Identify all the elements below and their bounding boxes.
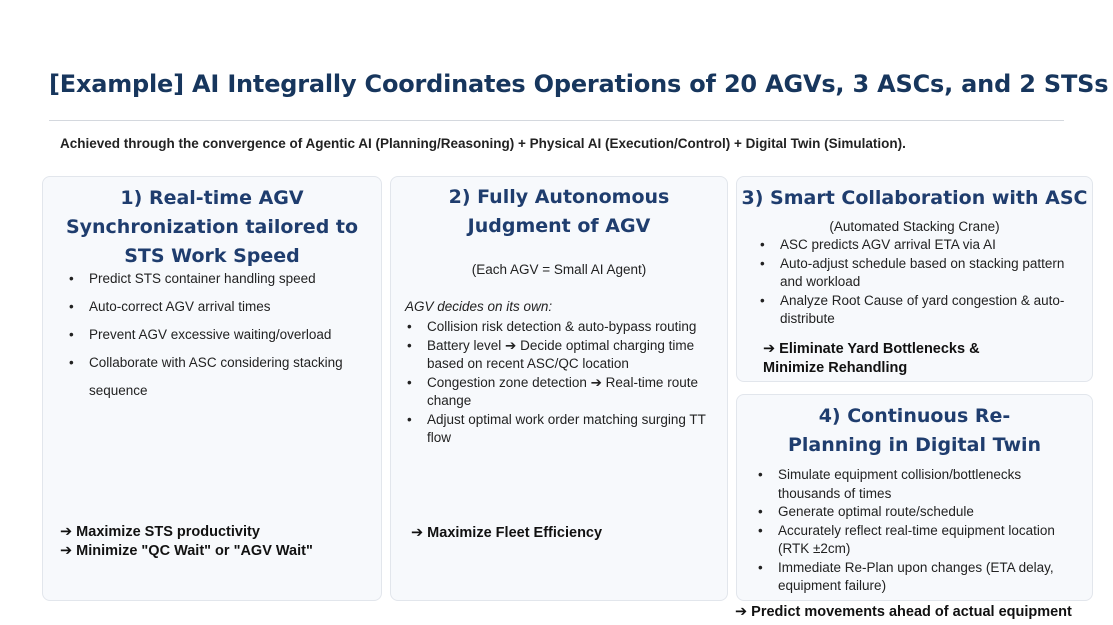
- card-title: 2) Fully Autonomous Judgment of AGV: [448, 186, 670, 237]
- result-block: [60, 523, 313, 561]
- bullet-list: [69, 265, 369, 405]
- result-line: ➔ Maximize Fleet Efficiency: [411, 525, 603, 541]
- digital-twin-result: ➔ Predict movements ahead of actual equipment: [735, 604, 1072, 620]
- result-line: ➔ Eliminate Yard Bottlenecks & Minimize Rehandling: [763, 341, 980, 376]
- card-note: (Each AGV = Small AI Agent): [471, 262, 647, 277]
- bullet-list: [760, 236, 1080, 329]
- page-title: [Example] AI Integrally Coordinates Operations of 20 AGVs, 3 ASCs, and 2 STSs: [49, 70, 1109, 98]
- list-item: • Battery level ➔ Decide optimal charging time based on recent ASC/QC location: [407, 337, 695, 371]
- list-item: • Predict STS container handling speed: [69, 271, 316, 286]
- result-line: ➔ Maximize STS productivity: [60, 524, 260, 540]
- list-item: • Simulate equipment collision/bottlenecks thousands of times: [758, 467, 1022, 501]
- card-title: 1) Real-time AGV Synchronization tailored to STS Work Speed: [65, 187, 359, 267]
- card-note: (Automated Stacking Crane): [829, 219, 1000, 234]
- list-item: • Congestion zone detection ➔ Real-time route change: [407, 374, 698, 408]
- list-item: • Adjust optimal work order matching surging TT flow: [407, 411, 706, 445]
- card-title: 3) Smart Collaboration with ASC: [741, 187, 1088, 209]
- result-line: ➔ Minimize "QC Wait" or "AGV Wait": [60, 543, 313, 559]
- list-item: • Collision risk detection & auto-bypass routing: [407, 319, 697, 334]
- list-item: • ASC predicts AGV arrival ETA via AI: [760, 237, 996, 252]
- title-divider: [49, 120, 1064, 121]
- list-item: • Analyze Root Cause of yard congestion & auto-distribute: [760, 292, 1065, 326]
- list-item: • Collaborate with ASC considering stacking sequence: [69, 355, 343, 398]
- card-title: 4) Continuous Re-Planning in Digital Twin: [787, 405, 1042, 456]
- list-item: • Auto-adjust schedule based on stacking pattern and workload: [760, 255, 1065, 289]
- list-item: • Auto-correct AGV arrival times: [69, 299, 271, 314]
- card-asc-collaboration: [736, 176, 1093, 382]
- page-subtitle: Achieved through the convergence of Agentic AI (Planning/Reasoning) + Physical AI (Execution/Control) + Digital Twin (Simulation).: [60, 136, 906, 151]
- agv-decides-label: AGV decides on its own:: [405, 299, 553, 314]
- list-item: • Accurately reflect real-time equipment location (RTK ±2cm): [758, 522, 1055, 556]
- list-item: • Immediate Re-Plan upon changes (ETA delay, equipment failure): [758, 559, 1054, 593]
- card-autonomous-judgment: [390, 176, 728, 601]
- card-digital-twin-replanning: [736, 394, 1093, 601]
- list-item: • Prevent AGV excessive waiting/overload: [69, 327, 332, 342]
- card-agv-synchronization: [42, 176, 382, 601]
- list-item: • Generate optimal route/schedule: [758, 504, 974, 519]
- bullet-list: [407, 318, 717, 448]
- bullet-list: [758, 466, 1083, 596]
